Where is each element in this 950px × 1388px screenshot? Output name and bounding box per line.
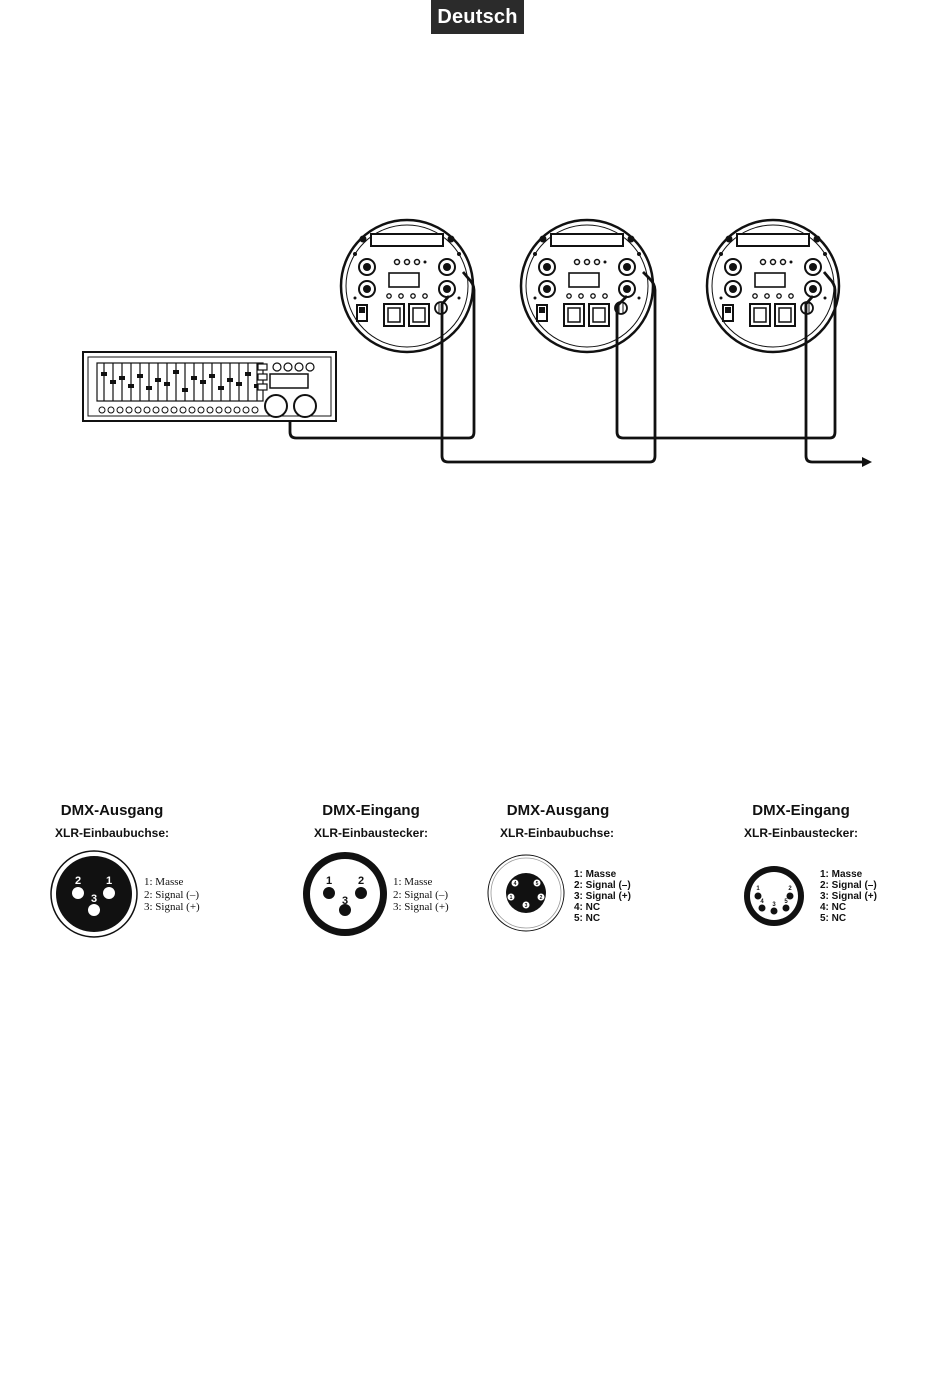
pin-label: 1 bbox=[105, 875, 113, 887]
pin-label: 2 bbox=[357, 875, 365, 887]
pin-legend-item: 2: Signal (–) bbox=[574, 880, 631, 891]
pin-legend-item: 4: NC bbox=[820, 902, 847, 913]
language-badge: Deutsch bbox=[431, 0, 524, 34]
fixture-2 bbox=[521, 220, 653, 352]
xlr-5pin-male-connector bbox=[744, 866, 804, 926]
fixture-1 bbox=[341, 220, 473, 352]
connector-subtitle: XLR-Einbaubuchse: bbox=[499, 826, 614, 840]
connector-subtitle: XLR-Einbaustecker: bbox=[313, 826, 429, 840]
pin-legend-item: 1: Masse bbox=[574, 869, 617, 880]
connector-title: DMX-Ausgang bbox=[506, 802, 610, 819]
pin-label: 3 bbox=[772, 902, 776, 908]
pin-label: 2 bbox=[539, 895, 543, 901]
signal-out-arrow-icon bbox=[862, 457, 872, 467]
pin-legend bbox=[574, 869, 631, 924]
pin-legend-item: 3: Signal (+) bbox=[393, 901, 449, 913]
xlr-3pin-female-connector bbox=[51, 851, 137, 937]
pin-legend-item: 1: Masse bbox=[393, 876, 433, 888]
xlr-5pin-female-connector bbox=[488, 855, 564, 931]
pin-label: 1 bbox=[509, 895, 513, 901]
connector-title: DMX-Eingang bbox=[322, 802, 420, 819]
pin-legend-item: 1: Masse bbox=[820, 869, 863, 880]
pin-label: 4 bbox=[760, 899, 764, 905]
pin-legend-item: 3: Signal (+) bbox=[144, 901, 200, 913]
pin-label: 1 bbox=[756, 886, 760, 892]
pin-legend bbox=[820, 869, 877, 924]
dmx-controller bbox=[83, 352, 336, 421]
pin-label: 3 bbox=[341, 895, 349, 907]
xlr-3pin-male-connector bbox=[303, 852, 387, 936]
connector-title: DMX-Eingang bbox=[752, 802, 850, 819]
pin-legend-item: 5: NC bbox=[574, 913, 601, 924]
pin-legend-item: 5: NC bbox=[820, 913, 847, 924]
pin-legend-item: 2: Signal (–) bbox=[820, 880, 877, 891]
connector-subtitle: XLR-Einbaubuchse: bbox=[54, 826, 169, 840]
pin-legend-item: 3: Signal (+) bbox=[820, 891, 877, 902]
connector-title: DMX-Ausgang bbox=[60, 802, 164, 819]
fixture-3 bbox=[707, 220, 839, 352]
pin-label: 4 bbox=[513, 881, 517, 887]
pin-legend-item: 4: NC bbox=[574, 902, 601, 913]
connector-subtitle: XLR-Einbaustecker: bbox=[743, 826, 859, 840]
pin-legend-item: 2: Signal (–) bbox=[393, 888, 448, 901]
pin-legend bbox=[144, 876, 200, 914]
pin-legend bbox=[393, 876, 449, 914]
pin-label: 2 bbox=[74, 875, 82, 887]
pin-label: 1 bbox=[325, 875, 333, 887]
pin-label: 5 bbox=[784, 899, 788, 905]
pin-label: 3 bbox=[90, 893, 98, 905]
pin-legend-item: 2: Signal (–) bbox=[144, 888, 199, 901]
pin-label: 3 bbox=[524, 903, 528, 909]
pin-legend-item: 1: Masse bbox=[144, 876, 184, 888]
pin-label: 2 bbox=[788, 886, 792, 892]
pin-label: 5 bbox=[535, 881, 539, 887]
pin-legend-item: 3: Signal (+) bbox=[574, 891, 631, 902]
